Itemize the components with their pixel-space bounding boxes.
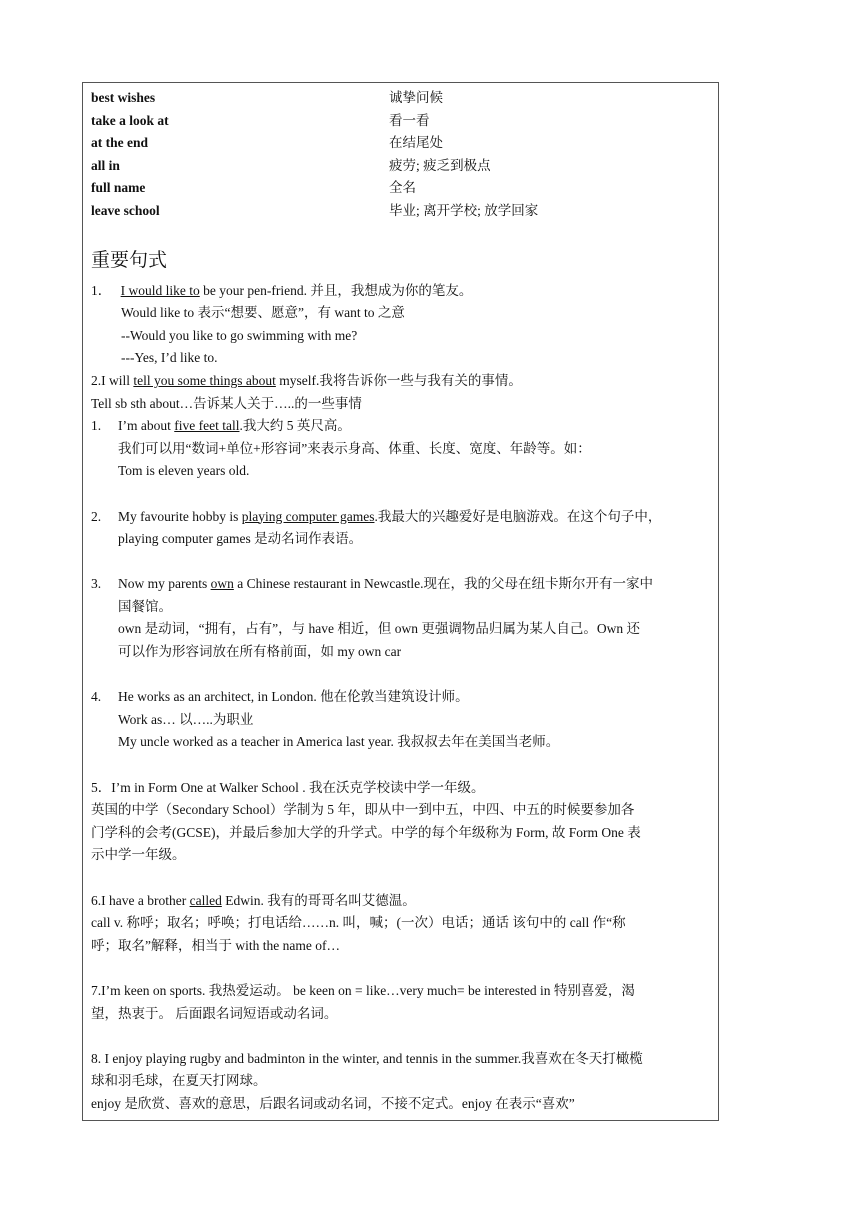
key-phrase: I would like to: [120, 282, 200, 298]
vocab-row: [91, 110, 710, 133]
sentence-continuation: 国餐馆。: [118, 598, 172, 614]
sentence-1: [91, 280, 710, 303]
spacer: [91, 957, 710, 980]
sentence-text: Edwin. 我有的哥哥名叫艾德温。: [221, 892, 416, 908]
sentence-2: [91, 370, 710, 393]
spacer: [91, 754, 710, 777]
sentence-text: I’m about: [118, 418, 175, 434]
sentence-5: [91, 573, 710, 596]
example-line: My uncle worked as a teacher in America last year. 我叔叔去年在美国当老师。: [118, 734, 560, 750]
sentence-10: 8. I enjoy playing rugby and badminton in the winter, and tennis in the summer.我喜欢在冬天打橄榄: [91, 1050, 643, 1066]
sentence-text: a Chinese restaurant in Newcastle.现在，我的父母在纽卡斯尔开有一家中: [233, 576, 654, 592]
vocab-zh: 诚挚问候: [389, 90, 443, 105]
note-line: 呼；取名”解释，相当于 with the name of…: [91, 937, 340, 953]
sentence-4: [91, 506, 710, 529]
example-line: Tom is eleven years old.: [118, 463, 250, 479]
note-line: 门学科的会考(GCSE)，并最后参加大学的升学式。中学的每个年级称为 Form, 故 Form One 表: [91, 824, 641, 840]
spacer: [91, 867, 710, 890]
sentence-text: .我最大的兴趣爱好是电脑游戏。在这个句子中，: [374, 508, 662, 524]
vocab-zh: 疲劳; 疲乏到极点: [389, 157, 491, 173]
vocab-en: all in: [91, 157, 120, 173]
item-number: 4.: [91, 689, 102, 705]
note-line: Tell sb sth about…告诉某人关于…..的一些事情: [91, 395, 362, 411]
spacer: [91, 483, 710, 506]
vocab-zh: 全名: [389, 180, 416, 196]
key-phrase: five feet tall: [174, 418, 240, 434]
key-phrase: called: [189, 892, 222, 908]
vocab-row: [91, 132, 710, 155]
sentence-text: .我大约 5 英尺高。: [239, 418, 351, 434]
sentence-9: 7.I’m keen on sports. 我热爱运动。 be keen on = like…very much= be interested in 特别喜爱，渴: [91, 982, 635, 998]
example-line: --Would you like to go swimming with me?: [121, 327, 358, 343]
vocab-en: leave school: [91, 202, 160, 218]
note-line: 示中学一年级。: [91, 847, 186, 863]
item-number: 1.: [91, 418, 102, 434]
vocab-row: [91, 200, 710, 223]
vocab-list: [91, 87, 710, 223]
spacer: [91, 664, 710, 687]
section-title: 重要句式: [91, 248, 168, 271]
item-number: 3.: [91, 576, 102, 592]
vocab-zh: 看一看: [389, 112, 430, 128]
note-line: own 是动词，“拥有，占有”，与 have 相近，但 own 更强调物品归属为某人自己。Own 还: [118, 621, 640, 637]
document-content: [83, 83, 718, 1116]
sentence-text: My favourite hobby is: [118, 508, 242, 524]
note-line: 我们可以用“数词+单位+形容词”来表示身高、体重、长度、宽度、年龄等。如：: [118, 440, 591, 456]
note-line: playing computer games 是动名词作表语。: [118, 531, 363, 547]
spacer: [91, 551, 710, 574]
note-line: 可以作为形容词放在所有格前面，如 my own car: [118, 644, 402, 660]
sentence-text: myself.我将告诉你一些与我有关的事情。: [275, 372, 522, 388]
vocab-zh: 在结尾处: [389, 135, 443, 151]
note-line: 球和羽毛球，在夏天打网球。: [91, 1073, 267, 1089]
vocab-en: at the end: [91, 135, 148, 151]
sentence-6: [91, 686, 710, 709]
key-phrase: playing computer games: [241, 508, 375, 524]
item-number: 1．: [91, 282, 112, 298]
item-number: 2.: [91, 508, 102, 524]
key-phrase: tell you some things about: [133, 372, 276, 388]
vocab-row: [91, 155, 710, 178]
vocab-en: best wishes: [91, 90, 156, 105]
sentence-8: [91, 890, 710, 913]
vocab-row: [91, 177, 710, 200]
sentence-text: 6.I have a brother: [91, 892, 190, 908]
note-line: Work as… 以…..为职业: [118, 711, 254, 727]
sentence-text: 2.I will: [91, 372, 134, 388]
document-frame: [82, 82, 719, 1121]
sentence-text: Now my parents: [118, 576, 211, 592]
sentence-text: be your pen-friend. 并且，我想成为你的笔友。: [199, 282, 473, 298]
vocab-en: full name: [91, 180, 146, 196]
vocab-zh: 毕业; 离开学校; 放学回家: [389, 202, 539, 218]
key-phrase: own: [210, 576, 234, 592]
note-line: enjoy 是欣赏、喜欢的意思，后跟名词或动名词，不接不定式。enjoy 在表示“喜欢”: [91, 1095, 575, 1111]
spacer: [91, 1025, 710, 1048]
note-line: Would like to 表示“想要、愿意”，有 want to 之意: [121, 305, 405, 321]
note-line: 英国的中学（Secondary School）学制为 5 年，即从中一到中五，中四、中五的时候要参加各: [91, 802, 635, 818]
sentence-text: He works as an architect, in London. 他在伦敦当建筑设计师。: [118, 689, 469, 705]
vocab-en: take a look at: [91, 112, 169, 128]
example-line: ---Yes, I’d like to.: [121, 350, 218, 366]
sentence-7: 5．I’m in Form One at Walker School . 我在沃克学校读中学一年级。: [91, 779, 485, 795]
note-line: call v. 称呼；取名；呼唤；打电话给……n. 叫，喊；(一次）电话；通话 该句中的 call 作“称: [91, 915, 626, 931]
sentence-3: [91, 415, 710, 438]
vocab-row: [91, 87, 710, 110]
note-line: 望，热衷于。 后面跟名词短语或动名词。: [91, 1005, 338, 1021]
